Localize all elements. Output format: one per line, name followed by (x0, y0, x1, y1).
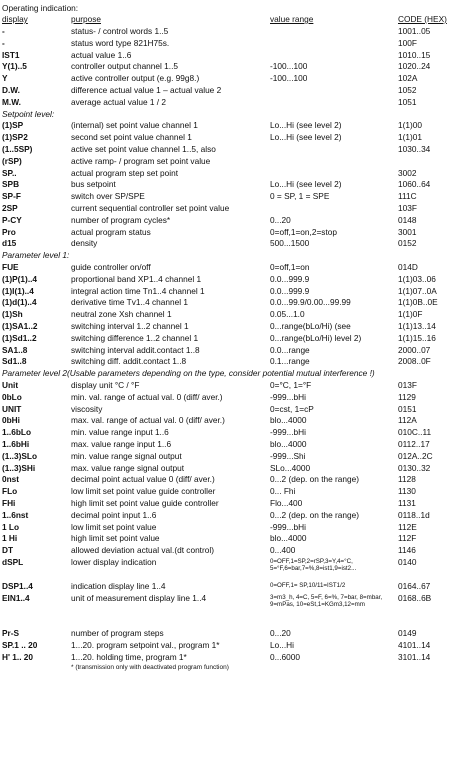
value-range-cell: 0...range(bLo/Hi) (see (270, 321, 351, 331)
table-row (0, 308, 460, 320)
display-cell: (1)I(1)..4 (2, 285, 34, 296)
display-cell: d15 (2, 238, 17, 249)
purpose-cell: status- / control words 1..5 (71, 26, 169, 36)
value-range-cell: 0=cst, 1=cP (270, 403, 314, 414)
code-cell: 1(1)15..16 (398, 332, 436, 343)
purpose-cell: min. val. range of actual val. 0 (diff/ aver.) (71, 391, 223, 402)
value-range-cell: 0...2 (dep. on the range) (270, 509, 360, 520)
purpose-cell: bus setpoint (71, 179, 116, 190)
purpose-cell: 1...20. holding time, program 1* (71, 652, 187, 662)
table-row (0, 143, 460, 155)
purpose-cell: derivative time Tv1..4 channel 1 (71, 297, 188, 308)
display-cell: FUE (2, 262, 19, 272)
display-cell: Pr-S (2, 628, 20, 639)
display-cell: Pro (2, 226, 16, 237)
display-cell: (1..3)SHi (2, 462, 36, 473)
value-range-cell: 0... Fhi (270, 486, 296, 497)
purpose-cell: switching interval 1..2 channel 1 (71, 321, 189, 331)
purpose-cell: second set point value channel 1 (71, 132, 192, 143)
table-row (0, 485, 460, 497)
table-row (0, 226, 460, 238)
code-cell: 0140 (398, 557, 417, 567)
purpose-cell: density (71, 238, 98, 249)
table-row (0, 438, 460, 450)
purpose-cell: switching diff. addit.contact 1..8 (71, 356, 187, 367)
value-range-cell: Flo...400 (270, 498, 303, 508)
purpose-cell: proportional band XP1..4 channel 1 (71, 273, 202, 284)
code-cell: 112E (398, 521, 417, 532)
display-cell: (1)SA1..2 (2, 321, 38, 331)
parameter-level-2-title (0, 367, 460, 379)
code-cell: 1130 (398, 486, 416, 497)
purpose-cell: min. value range signal output (71, 450, 182, 461)
table-row (0, 285, 460, 297)
display-cell: Y(1)..5 (2, 61, 27, 72)
code-cell: 1010..15 (398, 49, 431, 60)
table-row (0, 131, 460, 143)
code-cell: 111C (398, 191, 417, 202)
table-row (0, 391, 460, 403)
ein-value-range: 3=m3_h, 4=C, 5=F, 6=%, 7=bar, 8=mbar, 9=mPas, 10=eSt,1=KGm3,12=mm (270, 593, 383, 608)
value-range-cell: -999...bHi (270, 427, 306, 438)
purpose-cell: viscosity (71, 403, 103, 414)
footnote (0, 662, 460, 674)
display-cell: Y (2, 73, 8, 84)
code-cell: 0148 (398, 214, 417, 225)
table-row (0, 37, 460, 49)
purpose-cell: switching interval addit.contact 1..8 (71, 344, 200, 355)
header-value-range: value range (270, 14, 314, 24)
display-cell: D.W. (2, 85, 20, 95)
display-cell: 2SP (2, 203, 18, 213)
purpose-cell: difference actual value 1 – actual value 2 (71, 85, 222, 95)
purpose-cell: display unit °C / °F (71, 380, 140, 390)
purpose-cell: allowed deviation actual val.(dt control) (71, 545, 214, 556)
purpose-cell: decimal point input 1..6 (71, 509, 157, 520)
display-cell: - (2, 37, 5, 48)
table-row (0, 320, 460, 332)
table-row (0, 178, 460, 190)
table-row (0, 403, 460, 415)
display-cell: (rSP) (2, 155, 22, 166)
display-cell: EIN1..4 (2, 592, 30, 603)
value-range-cell: 0.0...999.9 (270, 273, 310, 284)
value-range-cell: SLo...4000 (270, 462, 311, 473)
display-cell: 1..6bHi (2, 439, 30, 449)
header-purpose: purpose (71, 14, 101, 24)
table-row (0, 414, 460, 426)
purpose-cell: max. value range input 1..6 (71, 439, 172, 449)
value-range-cell: 0...400 (270, 545, 296, 556)
value-range-cell: 0.0...range (270, 344, 310, 355)
display-cell: (1..5SP) (2, 144, 33, 154)
purpose-cell: actual value 1..6 (71, 49, 132, 60)
purpose-cell: guide controller on/off (71, 262, 151, 272)
display-cell: UNIT (2, 403, 22, 414)
table-row (0, 25, 460, 37)
column-headers (0, 13, 460, 25)
value-range-cell: 0...20 (270, 214, 291, 225)
code-cell: 3101..14 (398, 652, 431, 662)
purpose-cell: decimal point actual value 0 (diff/ aver.) (71, 474, 215, 485)
purpose-cell: active set point value channel 1..5, also (71, 144, 216, 154)
table-row (0, 237, 460, 249)
display-cell: SA1..8 (2, 344, 28, 355)
code-cell: 3001 (398, 226, 417, 237)
display-cell: 1..6bLo (2, 427, 32, 438)
table-row (0, 202, 460, 214)
table-row (0, 473, 460, 485)
code-cell: 103F (398, 203, 417, 213)
code-cell: 012A..2C (398, 450, 433, 461)
value-range-cell: Lo...Hi (see level 2) (270, 120, 342, 131)
display-cell: IST1 (2, 49, 20, 60)
value-range-cell: -100...100 (270, 61, 308, 72)
value-range-cell: 0=off,1=on,2=stop (270, 226, 337, 237)
code-cell: 1051 (398, 96, 417, 107)
dsp1-value-range: 0=OFF,1= SP,10/11=IST1/2 (270, 581, 346, 589)
purpose-cell: average actual value 1 / 2 (71, 96, 167, 107)
code-cell: 100F (398, 37, 417, 48)
table-row (0, 296, 460, 308)
code-cell: 1(1)13..14 (398, 321, 436, 331)
display-cell: DSP1..4 (2, 580, 33, 591)
code-cell: 1131 (398, 498, 416, 508)
value-range-cell: Lo...Hi (see level 2) (270, 179, 342, 190)
code-cell: 0149 (398, 628, 417, 639)
display-cell: Sd1..8 (2, 356, 27, 367)
table-row (0, 532, 460, 544)
dspl-value-range: 0=OFF,1=SP,2=rSP,3=Y,4=°C, 5=°F,6=bar,7=%,8=ist1,9=ist2... (270, 558, 357, 572)
display-cell: (1)Sh (2, 309, 23, 320)
table-row (0, 379, 460, 391)
table-row (0, 49, 460, 61)
purpose-cell: indication display line 1..4 (71, 580, 166, 591)
value-range-cell: 500...1500 (270, 238, 310, 249)
display-cell: 0bHi (2, 415, 20, 426)
value-range-cell: -100...100 (270, 73, 308, 84)
purpose-cell: current sequential controller set point value (71, 203, 230, 213)
value-range-cell: blo...4000 (270, 533, 307, 544)
code-cell: 1(1)07..0A (398, 285, 437, 296)
display-cell: (1)SP2 (2, 132, 28, 143)
purpose-cell: unit of measurement display line 1..4 (71, 592, 207, 603)
table-row (0, 96, 460, 108)
code-cell: 1020..24 (398, 61, 431, 72)
code-cell: 112F (398, 533, 417, 544)
code-cell: 1060..64 (398, 179, 431, 190)
code-cell: 1146 (398, 545, 416, 556)
code-cell: 013F (398, 380, 417, 390)
code-cell: 102A (398, 73, 418, 84)
code-cell: 0112..17 (398, 439, 430, 449)
display-cell: (1)SP (2, 120, 24, 131)
header-display: display (2, 14, 28, 24)
code-cell: 010C..11 (398, 427, 432, 438)
display-cell: DT (2, 545, 14, 556)
purpose-cell: number of program steps (71, 628, 164, 639)
value-range-cell: 0...6000 (270, 652, 300, 662)
purpose-cell: max. value range signal output (71, 462, 185, 473)
display-cell: 0bLo (2, 391, 22, 402)
value-range-cell: 0...20 (270, 628, 291, 639)
value-range-cell: -999...bHi (270, 391, 306, 402)
display-cell: (1)d(1)..4 (2, 297, 37, 308)
code-cell: 2000..07 (398, 344, 431, 355)
code-cell: 014D (398, 262, 418, 272)
value-range-cell: blo...4000 (270, 415, 307, 426)
purpose-cell: high limit set point value (71, 533, 160, 544)
display-cell: - (2, 26, 5, 36)
table-row (0, 497, 460, 509)
table-row (0, 627, 460, 639)
code-cell: 0152 (398, 238, 417, 249)
value-range-cell: Lo...Hi (270, 640, 294, 651)
section-title: Parameter level 2(Usable parameters depending on the type, consider potential mutual interference !) (2, 368, 375, 379)
value-range-cell: -999...Shi (270, 450, 306, 461)
code-cell: 112A (398, 415, 417, 426)
purpose-cell: min. value range input 1..6 (71, 427, 169, 438)
display-cell: SP.1 .. 20 (2, 640, 38, 651)
code-cell: 1129 (398, 391, 416, 402)
table-row (0, 639, 460, 651)
display-cell: FHi (2, 498, 16, 508)
display-cell: M.W. (2, 96, 21, 107)
value-range-cell: 0...range(bLo/Hi) level 2) (270, 332, 362, 343)
display-cell: SP-F (2, 191, 21, 202)
display-cell: 0nst (2, 474, 20, 485)
table-row (0, 332, 460, 344)
table-row (0, 167, 460, 179)
purpose-cell: low limit set point value guide controller (71, 486, 216, 497)
table-row (0, 261, 460, 273)
purpose-cell: lower display indication (71, 557, 157, 567)
value-range-cell: 0.0...999.9 (270, 285, 310, 296)
table-row (0, 119, 460, 131)
code-cell: 0118..1d (398, 509, 430, 520)
table-row (0, 84, 460, 96)
display-cell: P-CY (2, 214, 22, 225)
header-code-hex: CODE (HEX) (398, 14, 447, 24)
code-cell: 1030..34 (398, 144, 431, 154)
value-range-cell: 0 = SP, 1 = SPE (270, 191, 330, 202)
value-range-cell: 0=°C, 1=°F (270, 380, 312, 390)
footnote-text: * (transmission only with deactivated program function) (71, 663, 229, 671)
purpose-cell: switch over SP/SPE (71, 191, 145, 202)
display-cell: dSPL (2, 557, 24, 567)
display-cell: (1)P(1)..4 (2, 273, 38, 284)
table-row (0, 355, 460, 367)
table-row (0, 214, 460, 226)
code-cell: 0151 (398, 403, 417, 414)
code-cell: 1(1)01 (398, 132, 422, 143)
purpose-cell: active ramp- / program set point value (71, 155, 211, 166)
purpose-cell: integral action time Tn1..4 channel 1 (71, 285, 205, 296)
purpose-cell: actual program status (71, 226, 151, 237)
purpose-cell: (internal) set point value channel 1 (71, 120, 198, 131)
code-cell: 0168..6B (398, 592, 432, 603)
code-cell: 3002 (398, 167, 417, 178)
code-cell: 1001..05 (398, 26, 431, 36)
value-range-cell: 0.1...range (270, 356, 310, 367)
value-range-cell: 0.0...99.9/0.00...99.99 (270, 297, 351, 308)
value-range-cell: 0=off,1=on (270, 262, 310, 272)
code-cell: 1052 (398, 85, 417, 95)
purpose-cell: switching difference 1..2 channel 1 (71, 332, 199, 343)
purpose-cell: max. val. range of actual val. 0 (diff/ aver.) (71, 415, 225, 426)
code-cell: 1128 (398, 474, 416, 485)
table-row (0, 72, 460, 84)
purpose-cell: controller output channel 1..5 (71, 61, 179, 72)
parameter-level-1-title (0, 249, 460, 261)
display-cell: FLo (2, 486, 18, 497)
display-cell: SP.. (2, 167, 17, 178)
value-range-cell: blo...4000 (270, 439, 307, 449)
display-cell: SPB (2, 179, 20, 190)
purpose-cell: 1...20. program setpoint val., program 1* (71, 640, 220, 651)
code-cell: 0130..32 (398, 462, 431, 473)
display-cell: 1 Hi (2, 533, 18, 544)
table-row (0, 273, 460, 285)
code-cell: 1(1)0F (398, 309, 423, 320)
table-row (0, 190, 460, 202)
setpoint-level-title (0, 108, 460, 120)
display-cell: H' 1.. 20 (2, 652, 34, 662)
display-cell: 1 Lo (2, 521, 20, 532)
purpose-cell: active controller output (e.g. 99g8.) (71, 73, 200, 84)
purpose-cell: status word type 821H75s. (71, 37, 170, 48)
table-row (0, 450, 460, 462)
purpose-cell: number of program cycles* (71, 214, 171, 225)
value-range-cell: 0.05...1.0 (270, 309, 305, 320)
table-row (0, 426, 460, 438)
code-cell: 1(1)00 (398, 120, 422, 131)
purpose-cell: actual program step set point (71, 167, 178, 178)
table-row (0, 462, 460, 474)
table-row (0, 509, 460, 521)
table-row (0, 344, 460, 356)
display-cell: (1)Sd1..2 (2, 332, 37, 343)
table-row (0, 155, 460, 167)
code-cell: 4101..14 (398, 640, 431, 651)
purpose-cell: neutral zone Xsh channel 1 (71, 309, 172, 320)
code-cell: 1(1)03..06 (398, 273, 436, 284)
display-cell: Unit (2, 380, 19, 390)
section-title: Parameter level 1: (2, 250, 70, 261)
code-cell: 2008..0F (398, 356, 431, 367)
display-cell: (1..3)SLo (2, 450, 38, 461)
purpose-cell: low limit set point value (71, 521, 157, 532)
table-row (0, 60, 460, 72)
code-cell: 1(1)0B..0E (398, 297, 438, 308)
display-cell: 1..6nst (2, 509, 29, 520)
purpose-cell: high limit set point value guide controller (71, 498, 219, 508)
document-title: Operating indication: (2, 3, 79, 13)
code-cell: 0164..67 (398, 580, 431, 591)
table-row (0, 521, 460, 533)
value-range-cell: -999...bHi (270, 521, 306, 532)
table-row (0, 544, 460, 556)
section-title: Setpoint level: (2, 108, 55, 119)
value-range-cell: Lo...Hi (see level 2) (270, 132, 342, 143)
value-range-cell: 0...2 (dep. on the range) (270, 474, 360, 485)
